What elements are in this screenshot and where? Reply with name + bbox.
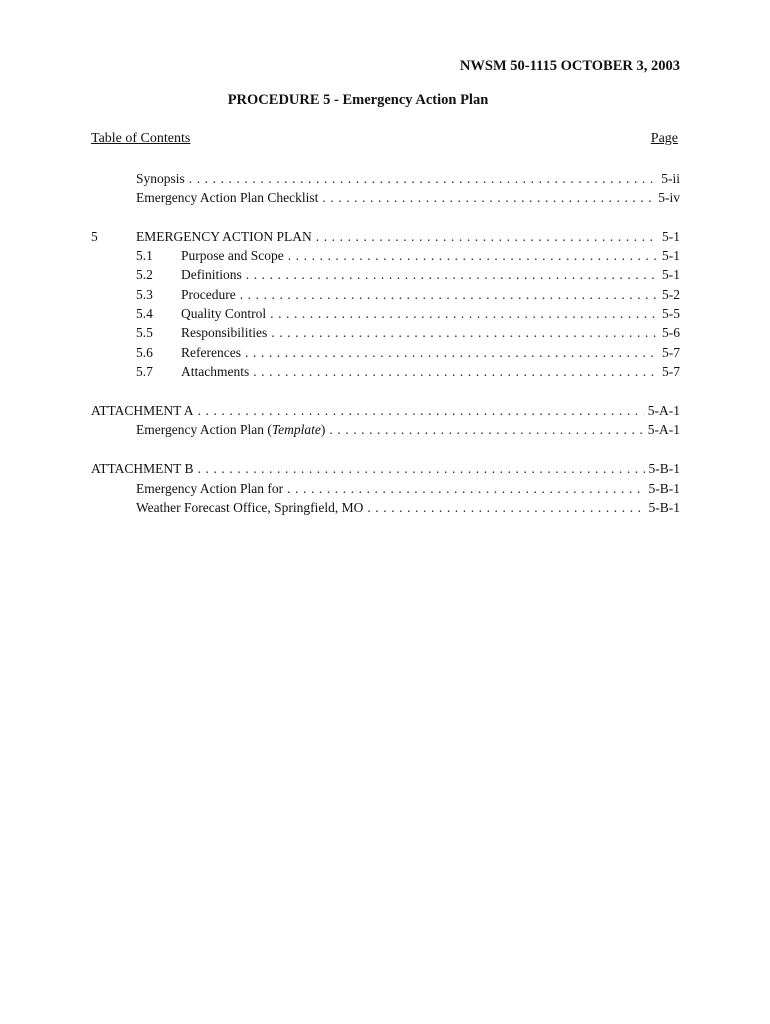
toc-entry-label: Definitions [181,267,242,282]
toc-entry-label: Weather Forecast Office, Springfield, MO [136,500,364,515]
toc-entry-number: 5.4 [136,306,153,321]
label-italic: Template [271,422,321,437]
dot-leader [367,499,644,517]
toc-heading: Table of Contents [91,131,191,146]
toc-entry-attachment-b-plan[interactable] [136,480,680,498]
toc-entry-number: 5.7 [136,364,153,379]
toc-entry-number: 5 [91,229,98,244]
dot-leader [253,363,658,381]
toc-entry-5-2[interactable] [136,266,680,284]
toc-entry-number: 5.1 [136,248,153,263]
toc-entry-attachment-a[interactable] [91,402,680,420]
dot-leader [270,305,658,323]
toc-entry-attachment-a-template[interactable] [136,421,680,439]
label-suffix: ) [320,422,326,437]
toc-entry-section-5[interactable] [91,228,680,246]
toc-entry-page: 5-2 [662,287,680,302]
dot-leader [198,402,644,420]
toc-entry-page: 5-7 [662,345,680,360]
toc-entry-5-5[interactable] [136,324,680,342]
toc-entry-5-4[interactable] [136,305,680,323]
toc-entry-number: 5.6 [136,345,153,360]
dot-leader [322,189,654,207]
toc-entry-label: Emergency Action Plan Checklist [136,190,319,205]
toc-page-heading: Page [650,131,678,146]
toc-entry-synopsis[interactable] [136,170,680,188]
toc-entry-attachment-b-office[interactable] [136,499,680,517]
toc-entry-label: Emergency Action Plan for [136,481,284,496]
dot-leader [189,170,657,188]
dot-leader [287,480,644,498]
toc-entry-5-6[interactable] [136,344,680,362]
toc-entry-label: ATTACHMENT A [91,403,194,418]
toc-entry-page: 5-ii [661,171,680,186]
label-prefix: Emergency Action Plan ( [136,422,272,437]
toc-entry-page: 5-B-1 [648,461,680,476]
toc-entry-label: ATTACHMENT B [91,461,194,476]
toc-entry-label: EMERGENCY ACTION PLAN [136,229,312,244]
toc-entry-5-3[interactable] [136,286,680,304]
toc-entry-page: 5-A-1 [647,403,680,418]
dot-leader [245,344,658,362]
dot-leader [329,421,643,439]
toc-entry-checklist[interactable] [136,189,680,207]
toc-entry-page: 5-iv [658,190,680,205]
dot-leader [316,228,658,246]
dot-leader [246,266,658,284]
dot-leader [240,286,658,304]
toc-entry-page: 5-1 [662,229,680,244]
procedure-title: PROCEDURE 5 - Emergency Action Plan [227,92,489,108]
toc-entry-label: Procedure [181,287,236,302]
toc-entry-label: Synopsis [136,171,185,186]
toc-entry-page: 5-B-1 [648,481,680,496]
toc-entry-page: 5-7 [662,364,680,379]
toc-entry-label: Attachments [181,364,250,379]
toc-entry-label: Purpose and Scope [181,248,284,263]
dot-leader [288,247,658,265]
toc-entry-number: 5.5 [136,325,153,340]
toc-entry-label: Quality Control [181,306,267,321]
toc-entry-5-7[interactable] [136,363,680,381]
toc-entry-attachment-b[interactable] [91,460,680,478]
document-code: NWSM 50-1115 OCTOBER 3, 2003 [459,58,680,74]
toc-entry-page: 5-6 [662,325,680,340]
toc-entry-label [136,421,325,439]
dot-leader [198,460,645,478]
toc-entry-page: 5-A-1 [647,422,680,437]
toc-entry-5-1[interactable] [136,247,680,265]
toc-entry-number: 5.3 [136,287,153,302]
toc-entry-label: Responsibilities [181,325,268,340]
toc-entry-page: 5-5 [662,306,680,321]
toc-entry-page: 5-1 [662,248,680,263]
toc-entry-label: References [181,345,241,360]
dot-leader [271,324,658,342]
toc-entry-page: 5-1 [662,267,680,282]
toc-entry-page: 5-B-1 [648,500,680,515]
toc-entry-number: 5.2 [136,267,153,282]
